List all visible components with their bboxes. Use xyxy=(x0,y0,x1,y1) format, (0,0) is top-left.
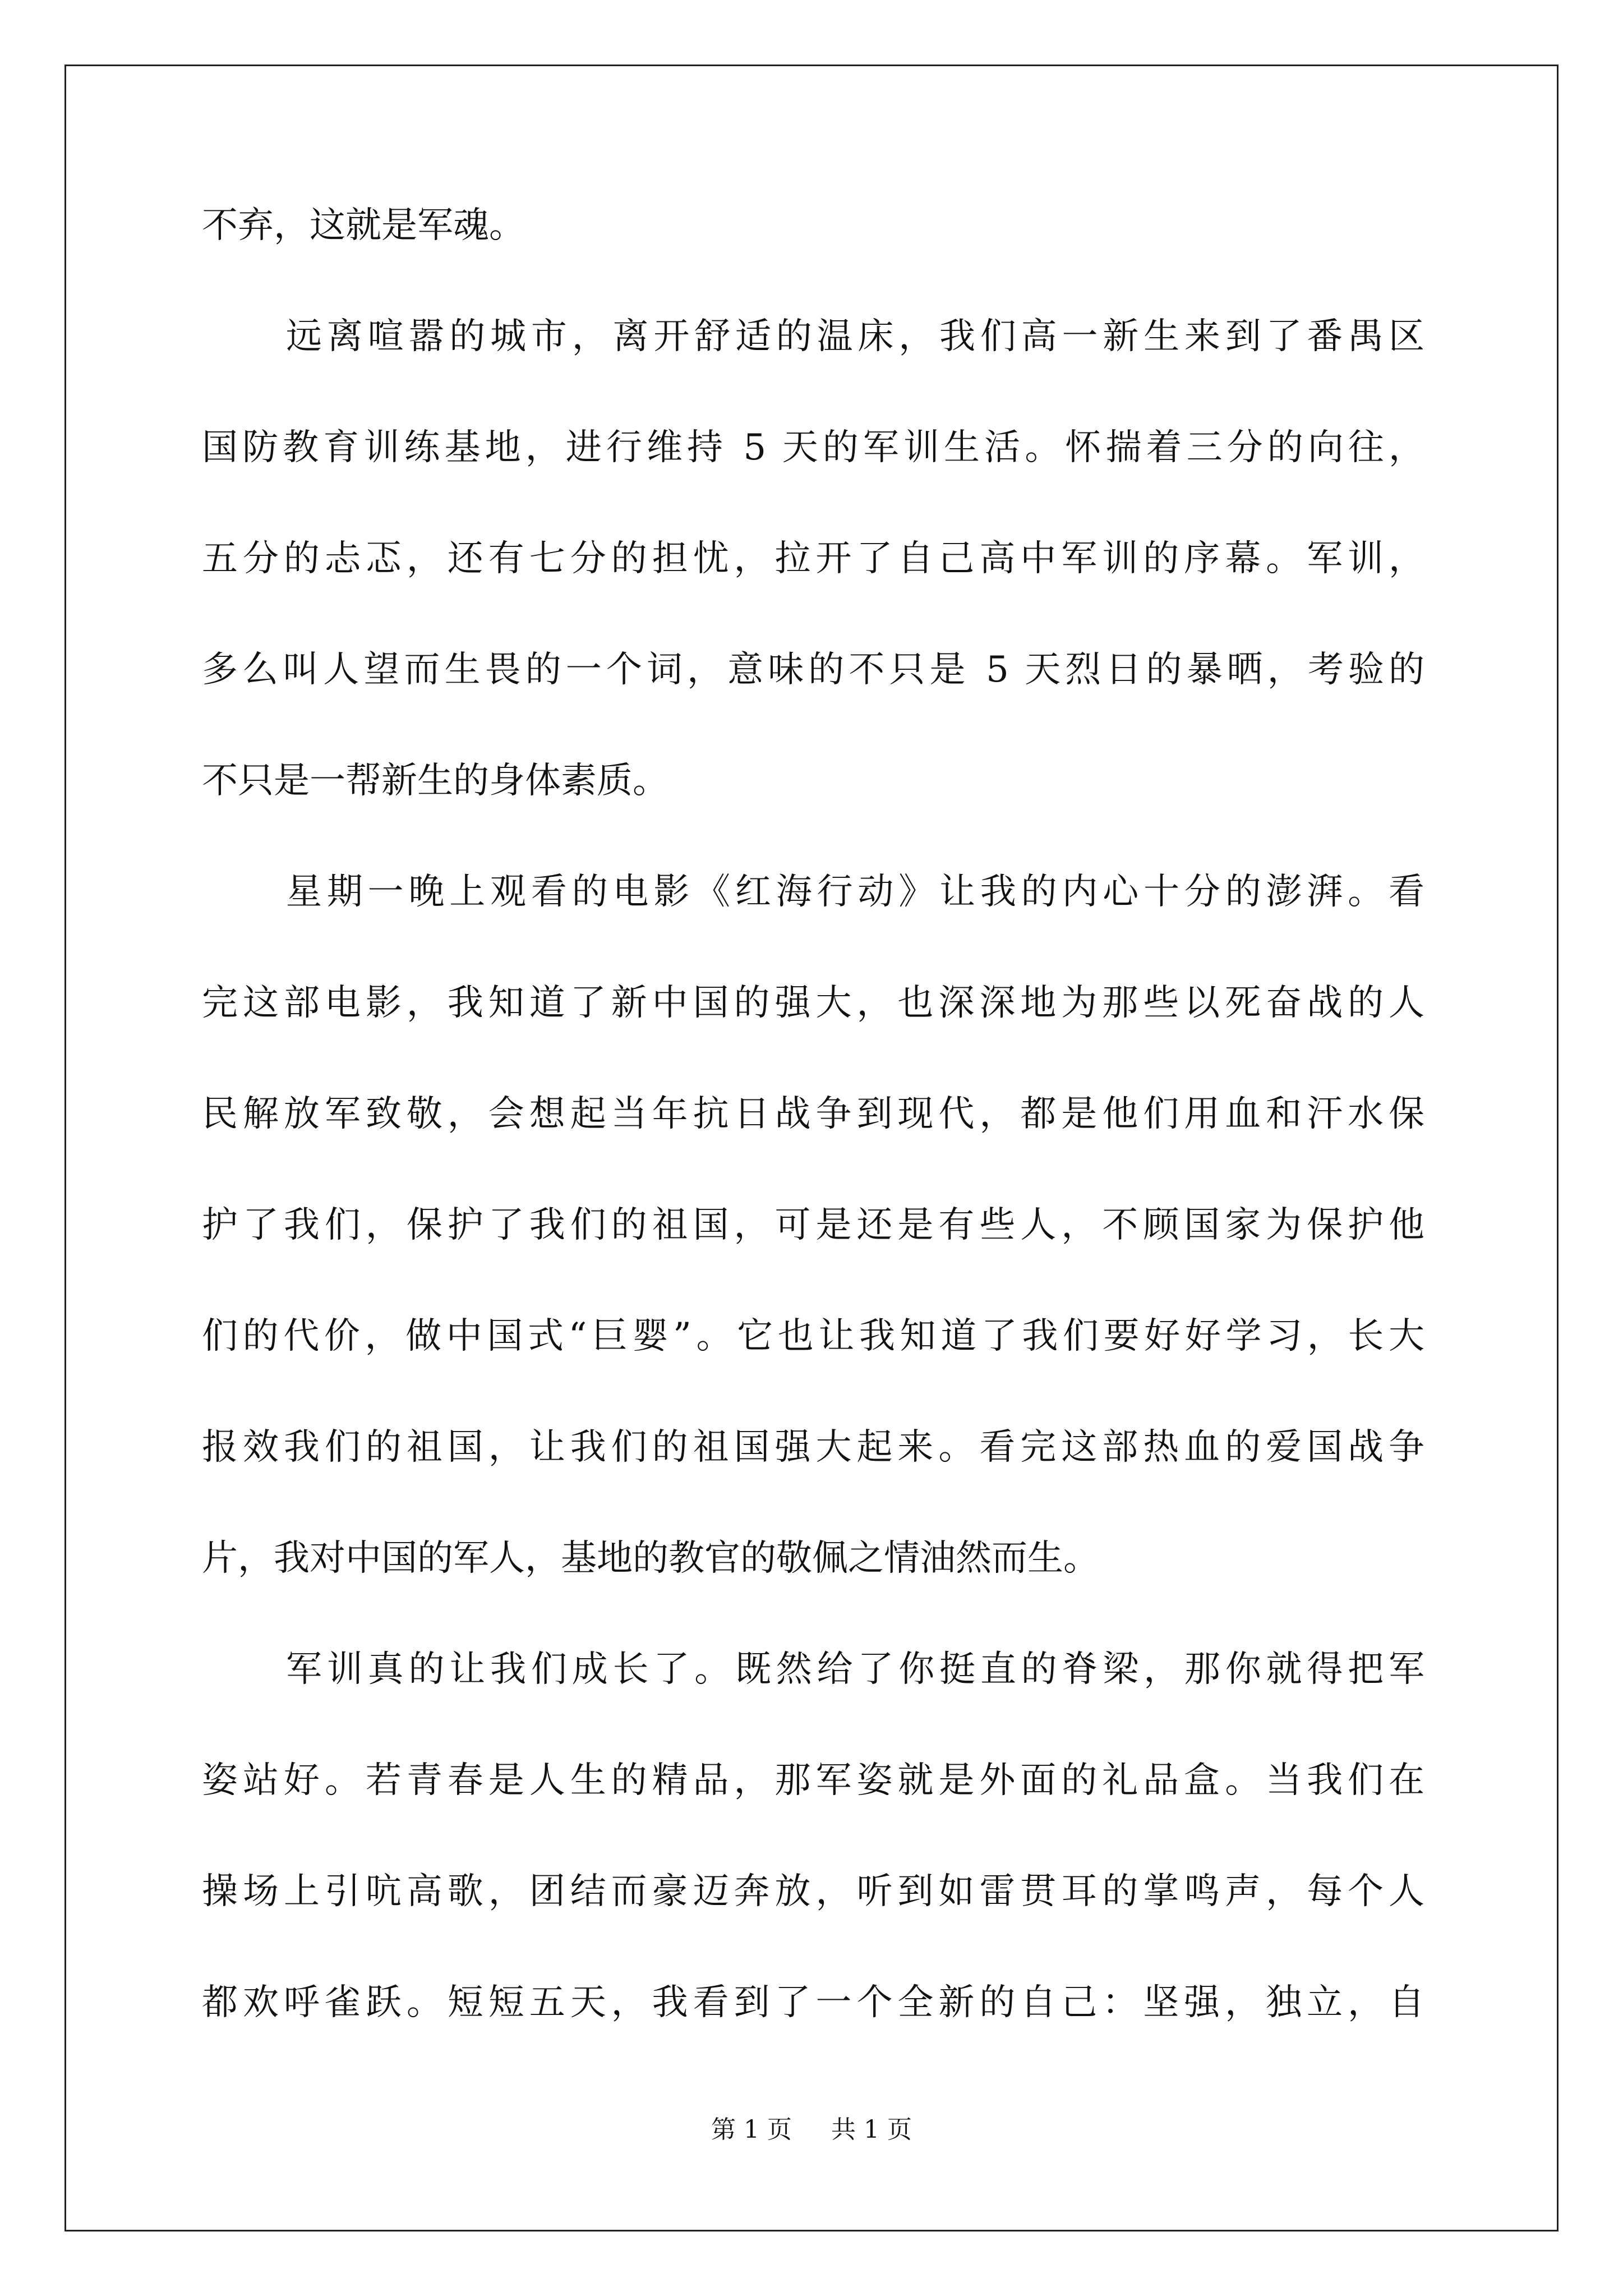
document-body xyxy=(202,205,1424,2096)
text-line: 们的代价，做中国式“巨婴”。它也让我知道了我们要好好学习，长大 xyxy=(202,1315,1424,1357)
text-line: 都欢呼雀跃。短短五天，我看到了一个全新的自己：坚强，独立，自 xyxy=(202,1982,1424,2023)
text-line: 国防教育训练基地，进行维持 5 天的军训生活。怀揣着三分的向往， xyxy=(202,427,1424,468)
text-line: 护了我们，保护了我们的祖国，可是还是有些人，不顾国家为保护他 xyxy=(202,1204,1424,1246)
text-line: 报效我们的祖国，让我们的祖国强大起来。看完这部热血的爱国战争 xyxy=(202,1427,1424,1468)
text-line: 完这部电影，我知道了新中国的强大，也深深地为那些以死奋战的人 xyxy=(202,982,1424,1024)
page-number: 第 1 页 xyxy=(711,2115,792,2144)
text-line: 操场上引吭高歌，团结而豪迈奔放，听到如雷贯耳的掌鸣声，每个人 xyxy=(202,1871,1424,1912)
text-line: 星期一晚上观看的电影《红海行动》让我的内心十分的澎湃。看 xyxy=(286,871,1424,913)
page-footer xyxy=(0,2115,1623,2144)
text-line: 片，我对中国的军人，基地的教官的敬佩之情油然而生。 xyxy=(202,1538,1099,1579)
text-line: 多么叫人望而生畏的一个词，意味的不只是 5 天烈日的暴晒，考验的 xyxy=(202,649,1424,691)
text-line: 军训真的让我们成长了。既然给了你挺直的脊梁，那你就得把军 xyxy=(286,1649,1424,1690)
page-total: 共 1 页 xyxy=(831,2115,912,2144)
text-line: 不弃，这就是军魂。 xyxy=(202,205,525,246)
text-line: 姿站好。若青春是人生的精品，那军姿就是外面的礼品盒。当我们在 xyxy=(202,1760,1424,1801)
text-line: 远离喧嚣的城市，离开舒适的温床，我们高一新生来到了番禺区 xyxy=(286,316,1424,357)
text-line: 民解放军致敬，会想起当年抗日战争到现代，都是他们用血和汗水保 xyxy=(202,1093,1424,1135)
text-line: 不只是一帮新生的身体素质。 xyxy=(202,760,668,802)
text-line: 五分的忐忑，还有七分的担忧，拉开了自己高中军训的序幕。军训， xyxy=(202,538,1424,579)
